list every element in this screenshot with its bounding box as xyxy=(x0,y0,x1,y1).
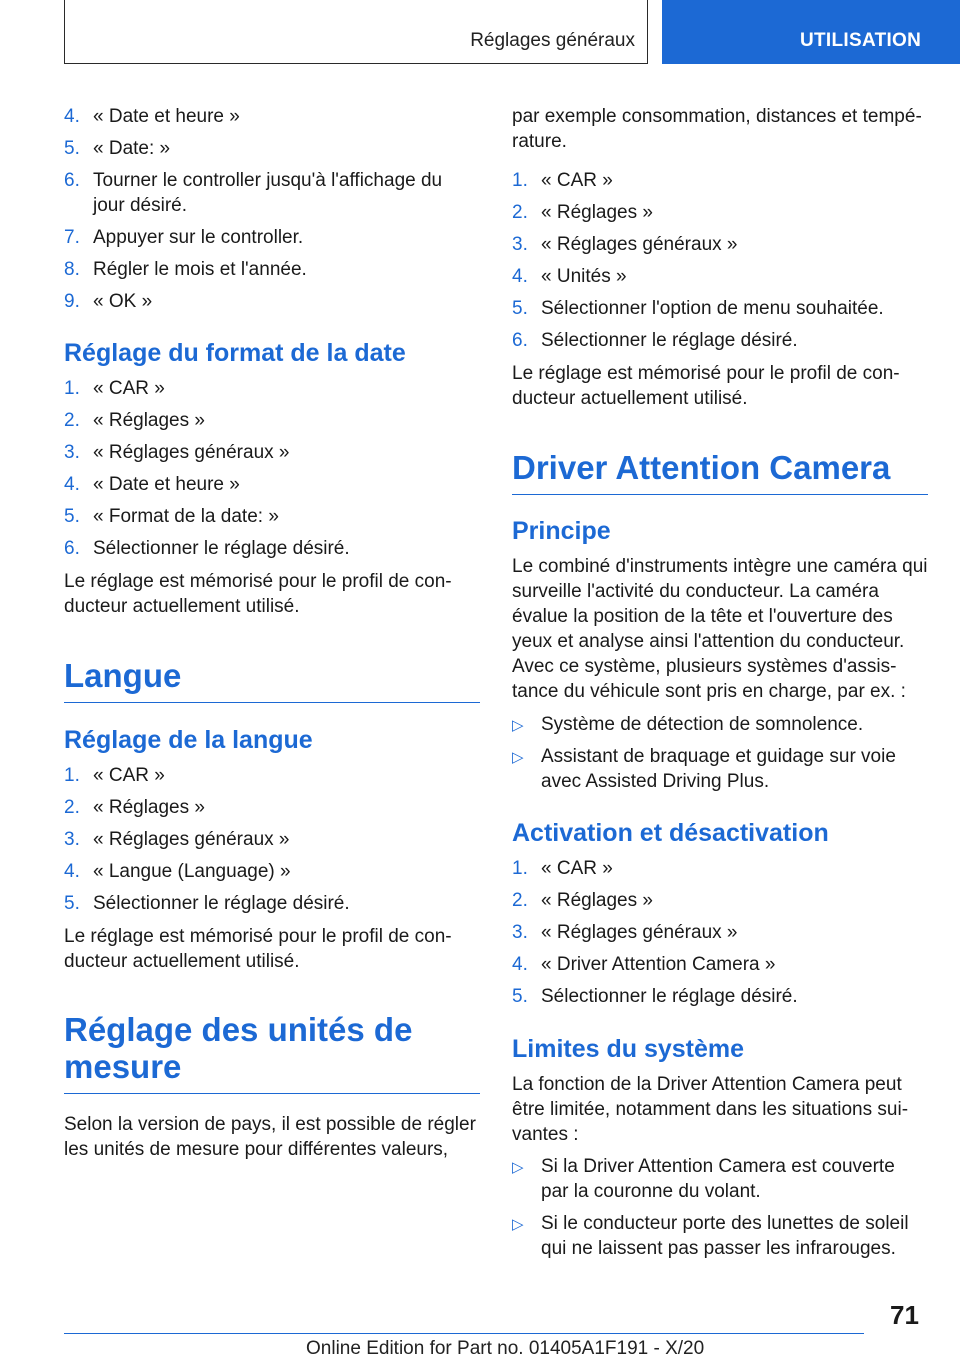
list-item: 2. « Réglages » xyxy=(512,202,653,223)
triangle-bullet-icon: ▷ xyxy=(512,749,524,766)
list-item: 1. « CAR » xyxy=(512,170,613,191)
footer-edition: Online Edition for Part no. 01405A1F191 - X/20 xyxy=(306,1338,705,1359)
list-item: 7. Appuyer sur le controller. xyxy=(64,227,304,248)
list-item: 1. « CAR » xyxy=(512,858,613,879)
paragraph: Le combiné d'instruments intègre une caméra qui surveille l'activité du conducteur. La caméra évalue la position de la tête et l'ouverture des yeux et analyse ainsi l'attention du conducteur. Avec ce système, plusieurs systèmes d'assistance du véhicule sont pris en charge, par ex. : xyxy=(512,556,928,702)
list-item: 5. Sélectionner l'option de menu souhaitée. xyxy=(512,298,884,319)
bullet-item: ▷ Si la Driver Attention Camera est couverte par la couronne du volant. xyxy=(512,1156,895,1202)
list-item: 4. « Unités » xyxy=(512,266,627,287)
paragraph: La fonction de la Driver Attention Camera peut être limitée, notamment dans les situations suivantes : xyxy=(512,1074,909,1145)
paragraph: Selon la version de pays, il est possible de régler les unités de mesure pour différentes valeurs, xyxy=(64,1114,476,1160)
list-item: 2. « Réglages » xyxy=(512,890,653,911)
list-item: 6. Sélectionner le réglage désiré. xyxy=(64,538,350,559)
list-item: 5. « Format de la date: » xyxy=(64,506,279,527)
list-item: 2. « Réglages » xyxy=(64,410,205,431)
list-item: 5. Sélectionner le réglage désiré. xyxy=(64,893,350,914)
list-item: 4. « Langue (Language) » xyxy=(64,861,291,882)
header-chapter-tab[interactable] xyxy=(662,0,960,64)
heading-limites: Limites du système xyxy=(512,1035,745,1063)
footer-divider xyxy=(64,1333,864,1334)
list-item: 3. « Réglages généraux » xyxy=(512,922,738,943)
list-item: 4. « Date et heure » xyxy=(64,474,240,495)
bullet-item: ▷ Assistant de braquage et guidage sur voie avec Assisted Driving Plus. xyxy=(512,746,896,792)
list-item: 4. « Driver Attention Camera » xyxy=(512,954,776,975)
list-item: 3. « Réglages généraux » xyxy=(64,442,290,463)
header-section-title: Réglages généraux xyxy=(470,30,635,51)
list-item: 4. « Date et heure » xyxy=(64,106,240,127)
list-item: 5. Sélectionner le réglage désiré. xyxy=(512,986,798,1007)
list-item: 9. « OK » xyxy=(64,291,153,312)
heading-driver-attention-camera: Driver Attention Camera xyxy=(512,449,928,495)
list-item: 5. « Date: » xyxy=(64,138,171,159)
paragraph: Le réglage est mémorisé pour le profil de conducteur actuellement utilisé. xyxy=(64,926,452,972)
heading-activation: Activation et désactivation xyxy=(512,819,829,847)
page-number: 71 xyxy=(890,1300,919,1330)
triangle-bullet-icon: ▷ xyxy=(512,1216,524,1233)
list-item: 1. « CAR » xyxy=(64,378,165,399)
heading-date-format: Réglage du format de la date xyxy=(64,339,406,367)
heading-unites: Réglage des unités de mesure xyxy=(64,1011,480,1094)
paragraph: par exemple consommation, distances et température. xyxy=(512,106,922,152)
heading-principe: Principe xyxy=(512,517,611,545)
paragraph: Le réglage est mémorisé pour le profil de conducteur actuellement utilisé. xyxy=(64,571,452,617)
list-item: 8. Régler le mois et l'année. xyxy=(64,259,307,280)
heading-reglage-langue: Réglage de la langue xyxy=(64,726,313,754)
list-item: 3. « Réglages généraux » xyxy=(512,234,738,255)
triangle-bullet-icon: ▷ xyxy=(512,1159,524,1176)
bullet-item: ▷ Système de détection de somnolence. xyxy=(512,712,928,737)
list-item: 6. Tourner le controller jusqu'à l'affichage du jour désiré. xyxy=(64,170,443,216)
header-chapter-title: UTILISATION xyxy=(800,30,922,51)
heading-langue: Langue xyxy=(64,657,480,703)
list-item: 3. « Réglages généraux » xyxy=(64,829,290,850)
bullet-item: ▷ Si le conducteur porte des lunettes de soleil qui ne laissent pas passer les infrarouges. xyxy=(512,1213,909,1259)
list-item: 6. Sélectionner le réglage désiré. xyxy=(512,330,798,351)
list-item: 1. « CAR » xyxy=(64,765,165,786)
paragraph: Le réglage est mémorisé pour le profil de conducteur actuellement utilisé. xyxy=(512,363,900,409)
triangle-bullet-icon: ▷ xyxy=(512,717,524,734)
list-item: 2. « Réglages » xyxy=(64,797,205,818)
header-section-box xyxy=(64,0,648,64)
